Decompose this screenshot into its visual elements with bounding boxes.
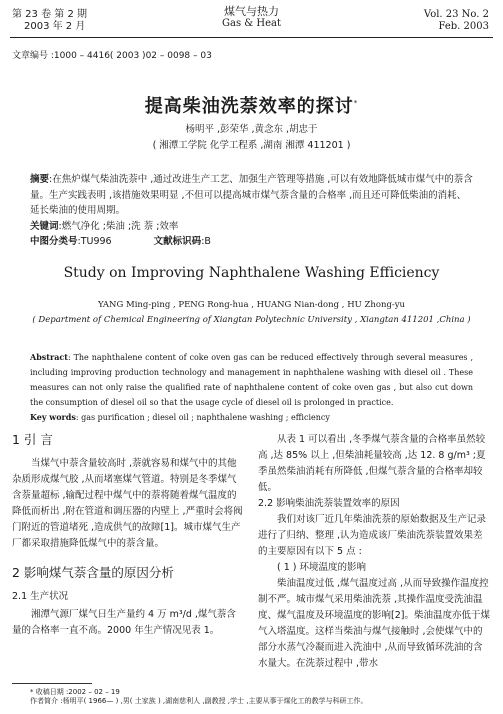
footnote-rule — [12, 683, 92, 684]
footnote — [30, 688, 483, 706]
abstract-en — [30, 350, 473, 425]
received-date: * 收稿日期 :2002 – 02 – 19 — [30, 688, 120, 696]
section-1-paragraph: 当煤气中萘含量较高时 ,萘就容易和煤气中的其他杂质形成煤气胶 ,从而堵塞煤气管道。特别是冬季煤气含萘量超标 ,输配过程中煤气中的萘将随着煤气温度的降低而析出 ,附在管道和调压器的内壁上 ,严重时会将阀门附近的管道堵死 ,造成供气的故障[1]。城市煤气生产厂都采取措施降低煤气中的萘含量。 — [12, 458, 243, 549]
abstract-en-text: : The naphthalene content of coke oven gas can be reduced effectively through several measures , including improving production technology and management in naphthalene washing with diesel oil . These measures can not only raise the qualified rate of naphthalene content of coke oven gas , but also cut down the consumption of diesel oil so that the usage cycle of diesel oil is prolonged in practice. — [30, 353, 473, 407]
section-1-heading: 1 引 言 — [12, 432, 53, 447]
section-2-1-paragraph: 湘潭气源厂煤气日生产量约 4 万 m³/d ,煤气萘含量的合格率一直不高。2000 年生产情况见表 1。 — [12, 609, 236, 636]
keywords-en-label: Key words — [30, 412, 76, 422]
subsection-2-1-heading: 2.1 生产状况 — [12, 591, 69, 602]
keywords-cn-text: :燃气净化 ;柴油 ;洗 萘 ;效率 — [58, 220, 179, 232]
journal-name-en: Gas & Heat — [222, 18, 281, 29]
section-2-heading: 2 影响煤气萘含量的原因分析 — [12, 565, 174, 580]
article-number: 文章编号 :1000 – 4416( 2003 )02 – 0098 – 03 — [12, 51, 212, 61]
authors-cn: 杨明平 ,彭荣华 ,黄念东 ,胡忠于 — [185, 124, 318, 135]
volume-en: Vol. 23 No. 2 — [423, 9, 489, 20]
doc-code: :B — [201, 236, 211, 247]
right-column — [258, 432, 492, 672]
journal-name-cn: 煤气与热力 — [224, 5, 279, 18]
classification — [30, 234, 473, 250]
abstract-en-label: Abstract — [30, 352, 68, 362]
author-bio: 作者简介 :杨明平( 1966— ) ,男( 土家族 ) ,湖南慈利人 ,副教授 ,学士 ,主要从事于煤化工的教学与科研工作。 — [30, 697, 368, 705]
clc-code: :TU996 — [77, 236, 112, 247]
abstract-cn-paragraph — [30, 172, 473, 219]
keywords-en-text: : gas purification ; diesel oil ; naphthalene washing ; efficiency — [75, 413, 330, 422]
subsection-2-2-heading: 2.2 影响柴油洗萘装置效率的原因 — [258, 498, 400, 509]
list-item-1: ( 1 ) 环境温度的影响 — [277, 562, 367, 573]
abstract-cn-label: 摘要 — [30, 174, 50, 185]
journal-volume — [424, 9, 489, 33]
right-paragraph-2: 我们对该厂近几年柴油洗萘的原始数据及生产记录进行了归纳、整理 ,认为造成该厂柴油洗萘装置效果差的主要原因有以下 5 点 : — [258, 514, 487, 557]
abstract-cn-text: :在焦炉煤气柴油洗萘中 ,通过改进生产工艺、加强生产管理等措施 ,可以有效地降低城市煤气中的萘含量。生产实践表明 ,该措施效果明显 ,不但可以提高城市煤气萘含量的合格率 ,而且还可降低柴油的消耗、延长柴油的使用周期。 — [30, 174, 473, 216]
keywords-cn — [30, 219, 473, 235]
date-en: Feb. 2003 — [438, 21, 489, 32]
header-rule — [10, 37, 493, 38]
authors-en: YANG Ming-ping , PENG Rong-hua , HUANG Nian-dong , HU Zhong-yu — [97, 300, 406, 310]
clc-label: 中图分类号 — [30, 236, 78, 247]
title-en: Study on Improving Naphthalene Washing Efficiency — [63, 265, 440, 281]
keywords-cn-label: 关键词 — [30, 220, 59, 232]
right-paragraph-1: 从表 1 可以看出 ,冬季煤气萘含量的合格率虽然较高 ,达 85% 以上 ,但柴油耗量较高 ,达 12. 8 g/m³ ;夏季虽然柴油消耗有所降低 ,但煤气萘含量的合格率却较低。 — [258, 434, 486, 493]
abstract-cn — [30, 172, 473, 250]
page-title — [0, 92, 503, 118]
title-cn: 提高柴油洗萘效率的探讨 — [144, 96, 354, 117]
left-column — [12, 432, 244, 639]
keywords-en — [30, 410, 473, 425]
affiliation-en: ( Department of Chemical Engineering of Xiangtan Polytechnic University , Xiangtan 411201 ,China ) — [32, 315, 471, 325]
affiliation-cn: ( 湘潭工学院 化学工程系 ,湖南 湘潭 411201 ) — [152, 140, 351, 151]
title-footnote-mark: * — [353, 99, 359, 107]
abstract-en-paragraph — [30, 350, 473, 410]
right-paragraph-3: 柴油温度过低 ,煤气温度过高 ,从而导致操作温度控制不严。城市煤气采用柴油洗萘 ,其操作温度受洗油温度、煤气温度及环境温度的影响[2]。柴油温度亦低于煤气入塔温度。这样当柴油与煤气接触时 ,会使煤气中的部分水蒸气冷凝而进入洗油中 ,从而导致循环洗油的含水量大。在洗萘过程中 ,带水 — [258, 578, 490, 669]
doc-code-label: 文献标识码 — [153, 236, 202, 247]
issue-date: 2003 年 2 月 — [24, 21, 86, 32]
volume-issue: 第 23 卷 第 2 期 — [12, 9, 87, 20]
